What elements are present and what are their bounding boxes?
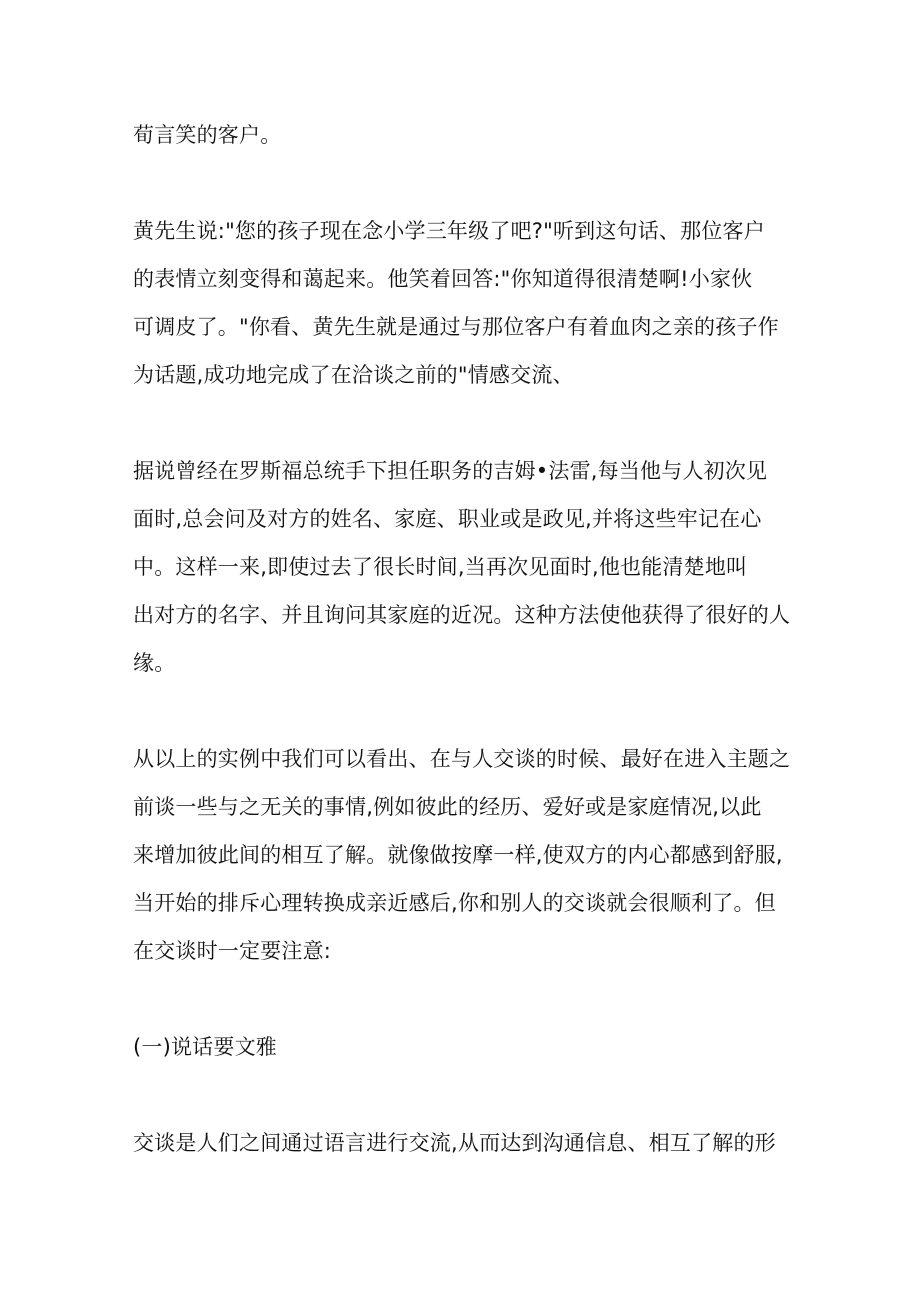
section-heading: (一)说话要文雅 [133,1035,277,1059]
paragraph-4-line-3: 来增加彼此间的相互了解。就像做按摩一样,使双方的内心都感到舒服, [133,843,783,867]
paragraph-2-line-1: 黄先生说:"您的孩子现在念小学三年级了吧?"听到这句话、那位客户 [133,219,765,243]
paragraph-4-line-5: 在交谈时一定要注意: [133,939,332,963]
paragraph-3-line-4: 出对方的名字、并且询问其家庭的近况。这种方法使他获得了很好的人 [133,603,791,627]
paragraph-3-line-5: 缘。 [133,651,176,675]
paragraph-1-line-1: 荀言笑的客户。 [133,123,282,147]
paragraph-2-line-2: 的表情立刻变得和蔼起来。他笑着回答:"你知道得很清楚啊!小家伙 [133,267,753,291]
paragraph-2-line-4: 为话题,成功地完成了在洽谈之前的"情感交流、 [133,363,574,387]
paragraph-3-line-2: 面时,总会问及对方的姓名、家庭、职业或是政见,并将这些牢记在心 [133,507,762,531]
paragraph-3-line-1: 据说曾经在罗斯福总统手下担任职务的吉姆•法雷,每当他与人初次见 [133,459,768,483]
paragraph-4-line-1: 从以上的实例中我们可以看出、在与人交谈的时候、最好在进入主题之 [133,747,791,771]
paragraph-3-line-3: 中。这样一来,即使过去了很长时间,当再次见面时,他也能清楚地叫 [133,555,748,579]
paragraph-2-line-3: 可调皮了。"你看、黄先生就是通过与那位客户有着血肉之亲的孩子作 [133,315,779,339]
paragraph-4-line-2: 前谈一些与之无关的事情,例如彼此的经历、爱好或是家庭情况,以此 [133,795,762,819]
paragraph-4-line-4: 当开始的排斥心理转换成亲近感后,你和别人的交谈就会很顺利了。但 [133,891,776,915]
paragraph-6-line-1: 交谈是人们之间通过语言进行交流,从而达到沟通信息、相互了解的形 [133,1131,776,1155]
